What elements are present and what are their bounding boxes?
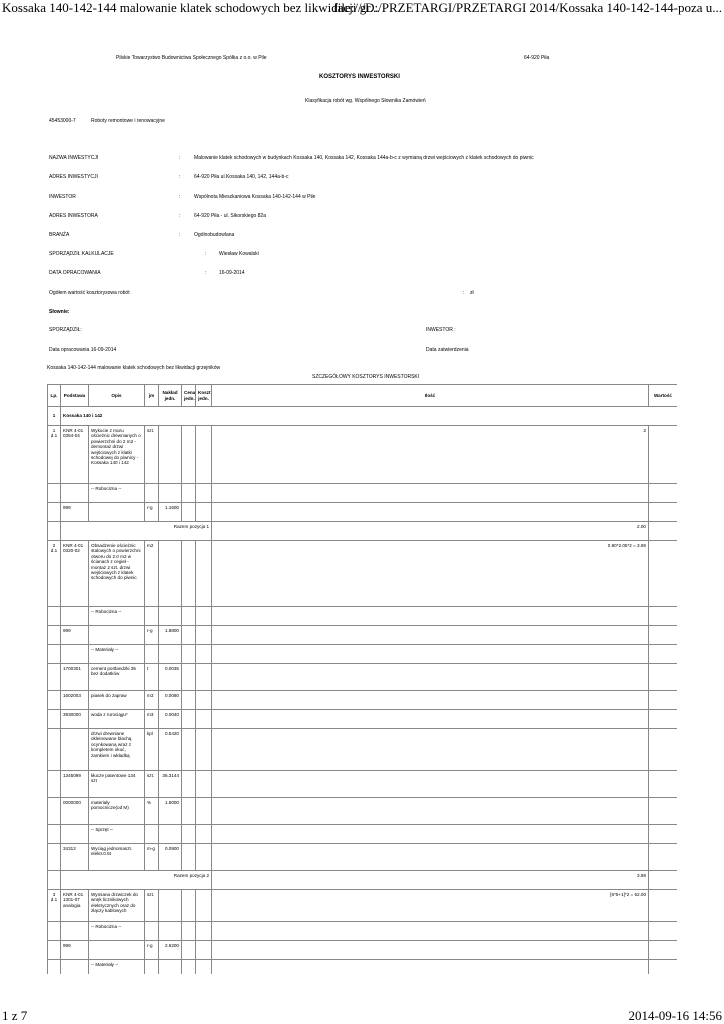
prepared-label: SPORZĄDZIŁ KALKULACJE xyxy=(49,251,114,257)
resource-row xyxy=(48,844,678,871)
group-base xyxy=(61,607,89,626)
group-price xyxy=(182,922,196,941)
field-value: 64-920 Piła - ul. Sikorskiego 82a xyxy=(194,213,266,219)
position-value xyxy=(649,541,678,607)
total-label: Razem pozycja 2 xyxy=(61,871,212,890)
resource-quantity xyxy=(212,844,649,871)
resource-lp xyxy=(48,626,61,645)
resource-description: piasek do zapraw xyxy=(89,691,145,710)
cost-table xyxy=(47,384,677,974)
resource-lp xyxy=(48,729,61,771)
resource-lp xyxy=(48,691,61,710)
resource-index: 34312 xyxy=(61,844,89,871)
total-unit: zł xyxy=(470,290,474,296)
position-cost xyxy=(196,541,212,607)
resource-cost xyxy=(196,626,212,645)
resource-value xyxy=(649,710,678,729)
resource-unit: r-g xyxy=(145,941,159,960)
resource-cost xyxy=(196,729,212,771)
group-label: -- Materiały -- xyxy=(89,960,145,975)
group-value xyxy=(649,607,678,626)
position-unit: szt. xyxy=(145,890,159,922)
company-name: Pilskie Towarzystwo Budownictwa Społecznego Spółka z o.o. w Pile xyxy=(116,55,267,61)
resource-quantity xyxy=(212,691,649,710)
resource-cost xyxy=(196,844,212,871)
group-norm xyxy=(159,484,182,503)
resource-row xyxy=(48,729,678,771)
approval-date: Data zatwierdzenia xyxy=(426,347,469,353)
position-row xyxy=(48,890,678,922)
group-base xyxy=(61,645,89,664)
resource-index: 1345099 xyxy=(61,771,89,798)
resource-quantity xyxy=(212,626,649,645)
group-value xyxy=(649,922,678,941)
group-lp xyxy=(48,607,61,626)
resource-index: 999 xyxy=(61,941,89,960)
header-quantity: Ilość xyxy=(212,385,649,407)
resource-norm: 1.5000 xyxy=(159,798,182,825)
resource-norm: 2.6200 xyxy=(159,941,182,960)
position-unit: m2 xyxy=(145,541,159,607)
resource-quantity xyxy=(212,503,649,522)
detail-title: SZCZEGÓŁOWY KOSZTORYS INWESTORSKI xyxy=(312,374,420,380)
group-unit xyxy=(145,960,159,975)
resource-cost xyxy=(196,503,212,522)
resource-unit: m3 xyxy=(145,691,159,710)
words-label: Słownie: xyxy=(49,309,70,315)
position-row xyxy=(48,426,678,484)
group-cost xyxy=(196,825,212,844)
group-price xyxy=(182,825,196,844)
group-lp xyxy=(48,960,61,975)
group-label: -- Robocizna -- xyxy=(89,607,145,626)
date-value: 16-09-2014 xyxy=(219,270,245,276)
resource-lp xyxy=(48,503,61,522)
group-price xyxy=(182,960,196,975)
position-price xyxy=(182,426,196,484)
group-value xyxy=(649,825,678,844)
resource-norm: 1.8800 xyxy=(159,626,182,645)
resource-value xyxy=(649,503,678,522)
group-quantity xyxy=(212,484,649,503)
total-value xyxy=(649,871,678,890)
position-quantity: 0.90*2.05*2 = 3.69 xyxy=(212,541,649,607)
resource-index xyxy=(61,729,89,771)
field-sep: : xyxy=(179,174,181,180)
resource-lp xyxy=(48,664,61,691)
resource-quantity xyxy=(212,798,649,825)
position-cost xyxy=(196,890,212,922)
resource-value xyxy=(649,798,678,825)
signature-investor: INWESTOR : xyxy=(426,327,456,333)
signature-prepared: SPORZĄDZIŁ: xyxy=(49,327,82,333)
resource-description: woda z rurociągu* xyxy=(89,710,145,729)
resource-value xyxy=(649,771,678,798)
resource-index: 3930000 xyxy=(61,710,89,729)
resource-unit: r-g xyxy=(145,626,159,645)
resource-description xyxy=(89,941,145,960)
resource-cost xyxy=(196,941,212,960)
resource-lp xyxy=(48,798,61,825)
resource-price xyxy=(182,626,196,645)
group-norm xyxy=(159,922,182,941)
position-norm xyxy=(159,426,182,484)
resource-description: drzwi drewniane okleinowane blachą ocynkowaną wraz z kompletem okuć, zamkiem i wkładką xyxy=(89,729,145,771)
field-label: BRANŻA xyxy=(49,232,70,238)
position-description: Obsadzenie ościeżnic stalowych o powierzchni otworu do 2.0 m2 w ścianach z cegieł - montaż 2 szt. drzwi wejściowych z klatek schodowych do piwnic xyxy=(89,541,145,607)
field-value: Ogólnobudowlana xyxy=(194,232,235,238)
header-value: Wartość xyxy=(649,385,678,407)
resource-price xyxy=(182,691,196,710)
position-norm xyxy=(159,541,182,607)
browser-print-footer xyxy=(0,1008,724,1024)
resource-value xyxy=(649,844,678,871)
resource-row xyxy=(48,503,678,522)
header-base: Podstawa xyxy=(61,385,89,407)
resource-description: kłucze patentowe 134 szt xyxy=(89,771,145,798)
position-lp: 1 d.1 xyxy=(48,426,61,484)
resource-cost xyxy=(196,710,212,729)
resource-row xyxy=(48,664,678,691)
group-cost xyxy=(196,960,212,975)
resource-lp xyxy=(48,941,61,960)
resource-value xyxy=(649,941,678,960)
group-base xyxy=(61,825,89,844)
date-sep: : xyxy=(205,270,207,276)
resource-value xyxy=(649,664,678,691)
resource-lp xyxy=(48,844,61,871)
resource-unit: t xyxy=(145,664,159,691)
total-lp xyxy=(48,522,61,541)
group-quantity xyxy=(212,960,649,975)
resource-group-row xyxy=(48,922,678,941)
position-price xyxy=(182,541,196,607)
field-label: ADRES INWESTYCJI xyxy=(49,174,98,180)
resource-group-row xyxy=(48,607,678,626)
position-base: KNR 4-01 0320-02 xyxy=(61,541,89,607)
total-lp xyxy=(48,871,61,890)
print-header-path: file:///D:/PRZETARGI/PRZETARGI 2014/Kossaka 140-142-144-poza u... xyxy=(333,0,722,15)
resource-price xyxy=(182,503,196,522)
group-cost xyxy=(196,484,212,503)
resource-price xyxy=(182,771,196,798)
resource-group-row xyxy=(48,484,678,503)
total-label: Razem pozycja 1 xyxy=(61,522,212,541)
group-label: -- Materiały -- xyxy=(89,645,145,664)
position-norm xyxy=(159,890,182,922)
resource-quantity xyxy=(212,771,649,798)
resource-index: 1602003 xyxy=(61,691,89,710)
classification-label: Klasyfikacja robót wg. Wspólnego Słownika Zamówień xyxy=(305,98,426,104)
group-cost xyxy=(196,607,212,626)
position-quantity: [6*5+1]*2 = 62.00 xyxy=(212,890,649,922)
group-quantity xyxy=(212,607,649,626)
header-lp: Lp. xyxy=(48,385,61,407)
total-value xyxy=(649,522,678,541)
resource-price xyxy=(182,664,196,691)
group-norm xyxy=(159,645,182,664)
resource-row xyxy=(48,710,678,729)
group-base xyxy=(61,960,89,975)
field-value: Malowanie klatek schodowych w budynkach Kossaka 140, Kossaka 142, Kossaka 144a-b-c z wymianą drzwi wejściowych z klatek schodowych do piwnic xyxy=(194,155,534,161)
resource-norm: 0.5420 xyxy=(159,729,182,771)
group-value xyxy=(649,645,678,664)
resource-unit: % xyxy=(145,798,159,825)
prepared-sep: : xyxy=(205,251,207,257)
group-lp xyxy=(48,922,61,941)
resource-unit: szt. xyxy=(145,771,159,798)
header-price: Cena jedn. xyxy=(182,385,196,407)
subject-line: Kossaka 140-142-144 malowanie klatek schodowych bez likwidacji grzejników xyxy=(47,365,221,371)
field-sep: : xyxy=(179,232,181,238)
resource-row xyxy=(48,798,678,825)
group-quantity xyxy=(212,645,649,664)
group-norm xyxy=(159,960,182,975)
header-desc: Opis xyxy=(89,385,145,407)
group-lp xyxy=(48,825,61,844)
total-quantity: 3.69 xyxy=(212,871,649,890)
group-label: -- Sprzęt -- xyxy=(89,825,145,844)
position-quantity: 2 xyxy=(212,426,649,484)
position-description: Wymiana drzwiczek do wnęk licznikowych elektrycznych oraz do złączy kablowych xyxy=(89,890,145,922)
group-cost xyxy=(196,645,212,664)
field-label: INWESTOR xyxy=(49,194,76,200)
cpv-code: 45453000-7 xyxy=(49,118,76,124)
field-value: 64-920 Piła ul.Kossaka 140, 142, 144a-b-c xyxy=(194,174,289,180)
group-unit xyxy=(145,484,159,503)
cost-table-wrapper xyxy=(47,384,677,974)
resource-index: 999 xyxy=(61,503,89,522)
resource-price xyxy=(182,798,196,825)
position-total-row xyxy=(48,871,678,890)
resource-norm: 0.0080 xyxy=(159,691,182,710)
group-quantity xyxy=(212,825,649,844)
group-norm xyxy=(159,607,182,626)
resource-quantity xyxy=(212,664,649,691)
group-label: -- Robocizna -- xyxy=(89,484,145,503)
group-unit xyxy=(145,645,159,664)
position-total-row xyxy=(48,522,678,541)
print-header-title: Kossaka 140-142-144 malowanie klatek schodowych bez likwidacji gr... xyxy=(2,0,380,15)
field-label: ADRES INWESTORA xyxy=(49,213,98,219)
date-label: DATA OPRACOWANIA xyxy=(49,270,101,276)
group-lp xyxy=(48,484,61,503)
resource-price xyxy=(182,941,196,960)
resource-unit: m-g xyxy=(145,844,159,871)
resource-quantity xyxy=(212,729,649,771)
resource-group-row xyxy=(48,960,678,975)
resource-index: 999 xyxy=(61,626,89,645)
resource-group-row xyxy=(48,825,678,844)
prepared-value: Wiesław Kowalski xyxy=(219,251,259,257)
resource-row xyxy=(48,771,678,798)
resource-quantity xyxy=(212,710,649,729)
header-unit: jm xyxy=(145,385,159,407)
page-counter: 1 z 7 xyxy=(2,1008,28,1023)
resource-row xyxy=(48,941,678,960)
resource-unit: r-g xyxy=(145,503,159,522)
position-lp: 3 d.1 xyxy=(48,890,61,922)
resource-unit: kpl xyxy=(145,729,159,771)
resource-description: materiały pomocnicze(od M) xyxy=(89,798,145,825)
resource-lp xyxy=(48,710,61,729)
resource-cost xyxy=(196,771,212,798)
group-cost xyxy=(196,922,212,941)
company-city: 64-920 Piła xyxy=(524,55,550,61)
header-norm: Nakład jedn. xyxy=(159,385,182,407)
position-row xyxy=(48,541,678,607)
resource-lp xyxy=(48,771,61,798)
field-value: Wspólnota Mieszkaniowa Kossaka 140-142-144 w Pile xyxy=(194,194,316,200)
group-price xyxy=(182,607,196,626)
header-cost: Koszt jedn. xyxy=(196,385,212,407)
section-row xyxy=(48,407,678,426)
resource-norm: 1.1600 xyxy=(159,503,182,522)
table-header-row xyxy=(48,385,678,407)
resource-cost xyxy=(196,664,212,691)
resource-value xyxy=(649,691,678,710)
field-sep: : xyxy=(179,213,181,219)
resource-norm: 0.0900 xyxy=(159,844,182,871)
resource-value xyxy=(649,729,678,771)
resource-description: Wyciąg jednomaszt. elektr.0.5t xyxy=(89,844,145,871)
section-lp: 1 xyxy=(48,407,61,426)
position-description: Wykucie z muru ościeżnic drewnianych o powierzchni do 2 m2 - demontaż drzwi wejściowych z klatki schodowej do piwnicy - Kossaka 140 i 142 xyxy=(89,426,145,484)
resource-description: cement portlandzki 35 bez dodatków xyxy=(89,664,145,691)
group-unit xyxy=(145,922,159,941)
resource-norm: 0.0035 xyxy=(159,664,182,691)
resource-index: 0000000 xyxy=(61,798,89,825)
group-label: -- Robocizna -- xyxy=(89,922,145,941)
resource-index: 1700301 xyxy=(61,664,89,691)
position-base: KNR 4-01 0354-04 xyxy=(61,426,89,484)
group-unit xyxy=(145,825,159,844)
group-unit xyxy=(145,607,159,626)
resource-quantity xyxy=(212,941,649,960)
section-name: Kossaka 140 i 142 xyxy=(61,407,678,426)
print-timestamp: 2014-09-16 14:56 xyxy=(628,1008,722,1023)
resource-group-row xyxy=(48,645,678,664)
group-lp xyxy=(48,645,61,664)
resource-description xyxy=(89,503,145,522)
resource-norm: 0.0040 xyxy=(159,710,182,729)
field-sep: : xyxy=(179,194,181,200)
group-base xyxy=(61,484,89,503)
group-price xyxy=(182,645,196,664)
group-norm xyxy=(159,825,182,844)
field-label: NAZWA INWESTYCJI xyxy=(49,155,99,161)
position-price xyxy=(182,890,196,922)
group-value xyxy=(649,960,678,975)
position-value xyxy=(649,890,678,922)
position-cost xyxy=(196,426,212,484)
resource-cost xyxy=(196,798,212,825)
group-value xyxy=(649,484,678,503)
resource-value xyxy=(649,626,678,645)
browser-print-header xyxy=(0,0,724,16)
prepared-date: Data opracowania 16-09-2014 xyxy=(49,347,117,353)
resource-norm: 36.3144 xyxy=(159,771,182,798)
resource-price xyxy=(182,844,196,871)
total-quantity: 2.00 xyxy=(212,522,649,541)
document-title: KOSZTORYS INWESTORSKI xyxy=(319,74,400,80)
cpv-name: Roboty remontowe i renowacyjne xyxy=(91,118,165,124)
position-lp: 2 d.1 xyxy=(48,541,61,607)
resource-description xyxy=(89,626,145,645)
position-value xyxy=(649,426,678,484)
group-base xyxy=(61,922,89,941)
position-unit: szt. xyxy=(145,426,159,484)
position-base: KNR 4-01 1301-07 analogia xyxy=(61,890,89,922)
group-quantity xyxy=(212,922,649,941)
total-label: Ogółem wartość kosztorysowa robót xyxy=(49,290,130,296)
total-sep: : xyxy=(463,290,465,296)
resource-cost xyxy=(196,691,212,710)
resource-price xyxy=(182,729,196,771)
resource-unit: m3 xyxy=(145,710,159,729)
resource-row xyxy=(48,691,678,710)
field-sep: : xyxy=(179,155,181,161)
group-price xyxy=(182,484,196,503)
resource-row xyxy=(48,626,678,645)
resource-price xyxy=(182,710,196,729)
